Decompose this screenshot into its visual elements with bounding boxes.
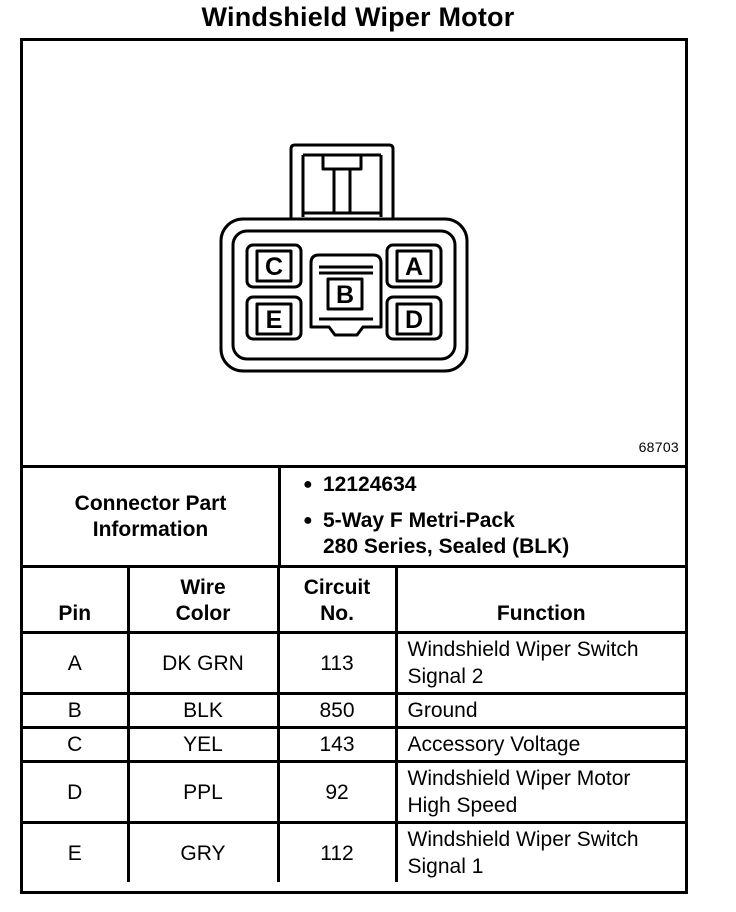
- cell-circuit: 92: [278, 762, 396, 823]
- cell-function-line-1: Accessory Voltage: [407, 733, 581, 756]
- connector-type-line-2: 280 Series, Sealed (BLK): [323, 535, 570, 558]
- terminal-label-b: B: [335, 281, 355, 309]
- connector-face-drawing: [23, 41, 685, 465]
- table-row: [23, 762, 685, 823]
- terminal-label-d: D: [404, 306, 424, 334]
- cell-circuit: 112: [278, 823, 396, 883]
- header-circuit-line-2: No.: [320, 602, 354, 625]
- cell-function: [396, 633, 685, 694]
- cell-wire-color: YEL: [128, 728, 278, 762]
- terminal-label-e: E: [265, 306, 283, 334]
- cell-pin: A: [23, 633, 128, 694]
- table-row: [23, 694, 685, 728]
- header-pin-label: Pin: [58, 602, 92, 625]
- table-row: [23, 728, 685, 762]
- cell-circuit: 113: [278, 633, 396, 694]
- connector-info-label-line-1: Connector Part: [74, 491, 227, 515]
- table-row: [23, 633, 685, 694]
- header-circuit-line-1: Circuit: [303, 576, 371, 599]
- cell-function-line-1: Windshield Wiper Switch: [407, 828, 639, 851]
- header-pin: [23, 568, 128, 633]
- header-circuit: [278, 568, 396, 633]
- cell-function: [396, 728, 685, 762]
- terminal-label-c: C: [264, 253, 284, 281]
- part-number: 12124634: [323, 473, 417, 496]
- cell-pin: B: [23, 694, 128, 728]
- cell-function-line-1: Ground: [407, 699, 478, 722]
- cell-wire-color: PPL: [128, 762, 278, 823]
- locking-latch: [323, 155, 361, 169]
- connector-info-label-line-2: Information: [92, 517, 209, 541]
- connector-info-item-type: [303, 508, 570, 560]
- header-wire-color-line-2: Color: [175, 602, 231, 625]
- cell-circuit: 850: [278, 694, 396, 728]
- cell-function-line-1: Windshield Wiper Switch: [407, 638, 639, 661]
- figure-number: 68703: [638, 439, 679, 455]
- bullet-icon: ●: [303, 512, 313, 529]
- cell-function: [396, 823, 685, 883]
- cell-function-line-2: Signal 1: [407, 855, 484, 878]
- cell-function-line-2: Signal 2: [407, 665, 484, 688]
- page-title: Windshield Wiper Motor: [201, 2, 515, 32]
- cell-function-line-2: High Speed: [407, 794, 518, 817]
- cell-wire-color: BLK: [128, 694, 278, 728]
- header-function: [396, 568, 685, 633]
- header-function-label: Function: [496, 602, 586, 625]
- cell-pin: D: [23, 762, 128, 823]
- pin-table-header: [23, 568, 685, 633]
- pin-table: [23, 568, 685, 882]
- terminal-label-a: A: [404, 253, 424, 281]
- cell-wire-color: GRY: [128, 823, 278, 883]
- cell-wire-color: DK GRN: [128, 633, 278, 694]
- cell-function: [396, 762, 685, 823]
- connector-type-line-1: 5-Way F Metri-Pack: [323, 509, 515, 532]
- cell-circuit: 143: [278, 728, 396, 762]
- cell-pin: C: [23, 728, 128, 762]
- bullet-icon: ●: [303, 476, 313, 493]
- connector-info-item-part-number: [303, 472, 417, 498]
- connector-part-information: [23, 468, 685, 568]
- connector-info-values: [281, 468, 685, 565]
- cell-function-line-1: Windshield Wiper Motor: [407, 767, 631, 790]
- header-wire-color-line-1: Wire: [180, 576, 226, 599]
- connector-info-label: [23, 468, 281, 565]
- cell-function: [396, 694, 685, 728]
- connector-diagram: [23, 41, 685, 468]
- cell-pin: E: [23, 823, 128, 883]
- header-wire-color: [128, 568, 278, 633]
- table-row: [23, 823, 685, 883]
- connector-sheet: [20, 38, 688, 894]
